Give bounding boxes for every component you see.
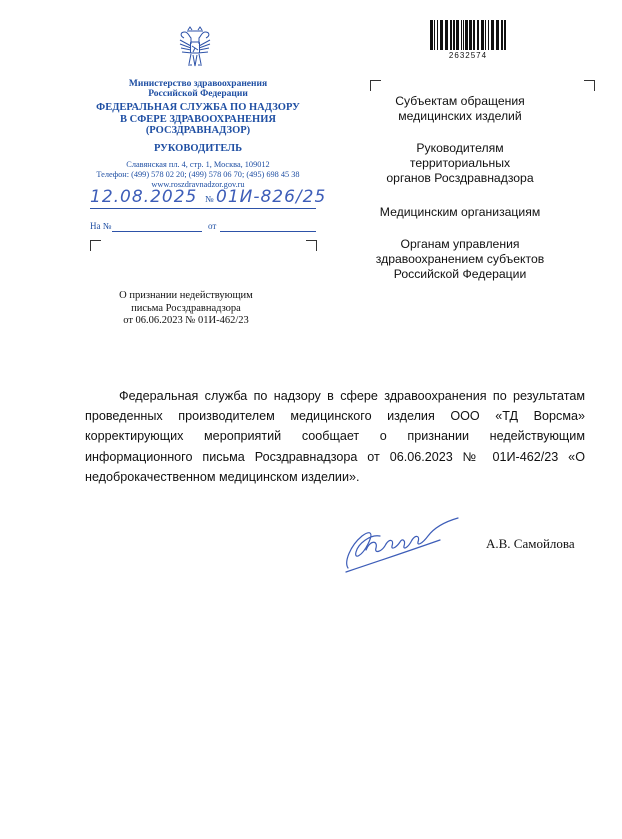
subject-line-3: от 06.06.2023 № 01И-462/23 (123, 315, 249, 326)
recipient-4 (350, 237, 570, 282)
registration-date: 12.08.2025 (90, 187, 198, 207)
barcode-number: 2632574 (448, 51, 488, 60)
recipient-bracket-tl (370, 80, 381, 91)
subject-line-1: О признании недействующим (119, 290, 253, 301)
address-bracket-tl (90, 240, 101, 251)
barcode-bar (491, 20, 494, 50)
barcode-bar (465, 20, 468, 50)
barcode-bar (473, 20, 475, 50)
address: Славянская пл. 4, стр. 1, Москва, 109012 (126, 160, 270, 169)
barcode-icon (428, 20, 508, 52)
recipient-line: органов Росздравнадзора (386, 171, 534, 185)
recipient-line: Органам управления (400, 237, 520, 251)
recipient-line: Медицинским организациям (379, 205, 541, 219)
barcode-bar (488, 20, 489, 50)
barcode-bar (461, 20, 462, 50)
recipient-line: здравоохранением субъектов (375, 252, 545, 266)
barcode-bar (485, 20, 486, 50)
service-name (72, 102, 324, 137)
barcode-bar (501, 20, 503, 50)
letter-body: Федеральная служба по надзору в сфере здравоохранения по результатам проведенных производителем медицинского изделия ООО «ТД Ворсма» корректирующих мероприятий сообщает о признании недействующим информационного письма Росздравнадзора от 06.06.2023 № 01И-462/23 «О недоброкачественном медицинском изделии». (85, 389, 585, 484)
signer-name: А.В. Самойлова (486, 536, 575, 551)
registration-line (90, 187, 327, 209)
service-line-2: В СФЕРЕ ЗДРАВООХРАНЕНИЯ (120, 113, 276, 125)
service-line-1: ФЕДЕРАЛЬНАЯ СЛУЖБА ПО НАДЗОРУ (96, 102, 300, 113)
recipient-line: Российской Федерации (393, 267, 527, 281)
phone: Телефон: (499) 578 02 20; (499) 578 06 70; (495) 698 45 38 (96, 170, 300, 179)
barcode-bar (504, 20, 506, 50)
barcode-bar (445, 20, 448, 50)
head-title: РУКОВОДИТЕЛЬ (153, 143, 243, 154)
barcode-bar (437, 20, 438, 50)
registration-number: 01И-826/25 (216, 187, 327, 207)
contact-block (72, 160, 324, 190)
recipient-line: Руководителям (416, 141, 504, 155)
website-link[interactable]: www.roszdravnadzor.gov.ru (151, 180, 245, 189)
address-bracket-tr (306, 240, 317, 251)
service-line-3: (РОСЗДРАВНАДЗОР) (145, 125, 251, 136)
recipient-line: Субъектам обращения (395, 94, 525, 108)
letter-subject (88, 290, 284, 328)
barcode-bar (481, 20, 484, 50)
barcode-bar (469, 20, 472, 50)
barcode-bar (434, 20, 435, 50)
barcode-bar (450, 20, 452, 50)
barcode-bar (440, 20, 443, 50)
recipient-bracket-tr (584, 80, 595, 91)
barcode-bar (456, 20, 459, 50)
reference-line (90, 221, 316, 231)
barcode-bar (477, 20, 479, 50)
barcode-bar (430, 20, 433, 50)
ministry-line-1: Министерство здравоохранения (128, 79, 268, 89)
registration-underline (90, 208, 316, 209)
reference-number-blank (112, 231, 202, 232)
barcode-bar (463, 20, 464, 50)
reference-from-label: от (208, 221, 217, 231)
barcode-bar (453, 20, 455, 50)
subject-line-2: письма Росздравнадзора (131, 302, 241, 314)
ministry-name (72, 79, 324, 99)
barcode-bar (496, 20, 499, 50)
recipient-2 (350, 141, 570, 186)
reference-date-blank (220, 231, 316, 232)
reference-label: На № (90, 221, 112, 231)
recipient-1 (350, 94, 570, 124)
russian-coat-of-arms-icon (178, 26, 212, 70)
recipient-line: территориальных (409, 156, 511, 170)
recipient-3 (350, 205, 570, 220)
handwritten-signature-icon (340, 510, 490, 580)
ministry-line-2: Российской Федерации (148, 89, 248, 99)
number-label: № (205, 194, 214, 204)
recipient-line: медицинских изделий (398, 109, 522, 123)
